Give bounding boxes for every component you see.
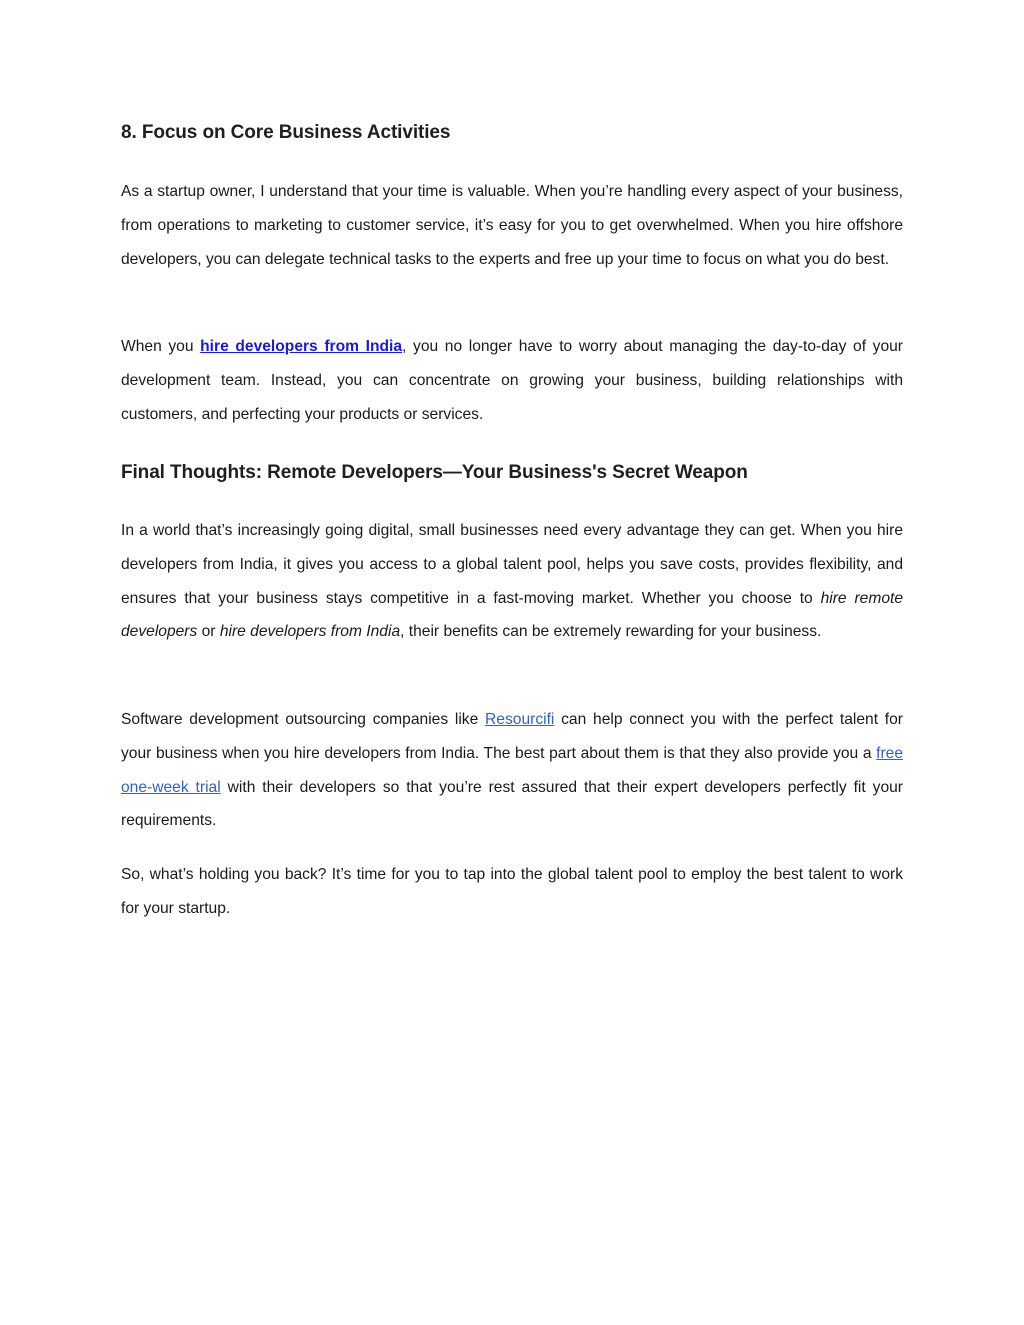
paragraph-focus-1: As a startup owner, I understand that your time is valuable. When you’re handling every aspect of your business, from operations to marketing to customer service, it’s easy for you to get overwhelmed. When you hire offshore developers, you can delegate technical tasks to the experts and free up your time to focus on what you do best. — [121, 183, 903, 268]
paragraph-text: can help connect you with the perfect talent for your business when you hire developers from India. The best part about them is that they also provide you a — [121, 711, 903, 762]
paragraph-text: with their developers so that you’re rest assured that their expert developers perfectly fit your requirements. — [121, 778, 903, 830]
paragraph-focus-2 — [121, 330, 903, 431]
paragraph-text: When you — [121, 338, 201, 355]
paragraph-final-3: So, what’s holding you back? It’s time for you to tap into the global talent pool to employ the best talent to work for your startup. — [121, 866, 903, 917]
paragraph-final-2 — [121, 703, 903, 838]
paragraph-text: , their benefits can be extremely rewarding for your business. — [400, 623, 822, 641]
section-heading-final: Final Thoughts: Remote Developers—Your Business's Secret Weapon — [121, 462, 748, 483]
paragraph-text: In a world that’s increasingly going digital, small businesses need every advantage they can get. When you hire developers from India, it gives you access to a global talent pool, helps you save costs, provides flexibility, and ensures that your business stays competitive in a fast-moving market. Whether you choose to — [121, 522, 903, 607]
section-heading-focus: 8. Focus on Core Business Activities — [121, 122, 451, 143]
free-trial-link[interactable]: free one-week trial — [121, 744, 903, 796]
paragraph-text: or — [197, 623, 220, 641]
paragraph-text: , you no longer have to worry about managing the day-to-day of your development team. Instead, you can concentrate on growing your business, building relationships with customers, and perfecting your products or services. — [121, 338, 903, 423]
resourcifi-link[interactable]: Resourcifi — [485, 711, 555, 728]
emphasis-text: hire developers from India — [219, 623, 401, 641]
paragraph-text: Software development outsourcing companies like — [121, 711, 486, 728]
hire-developers-india-link[interactable]: hire developers from India — [200, 338, 403, 355]
paragraph-final-1 — [121, 514, 903, 649]
emphasis-text: hire remote developers — [121, 589, 903, 641]
